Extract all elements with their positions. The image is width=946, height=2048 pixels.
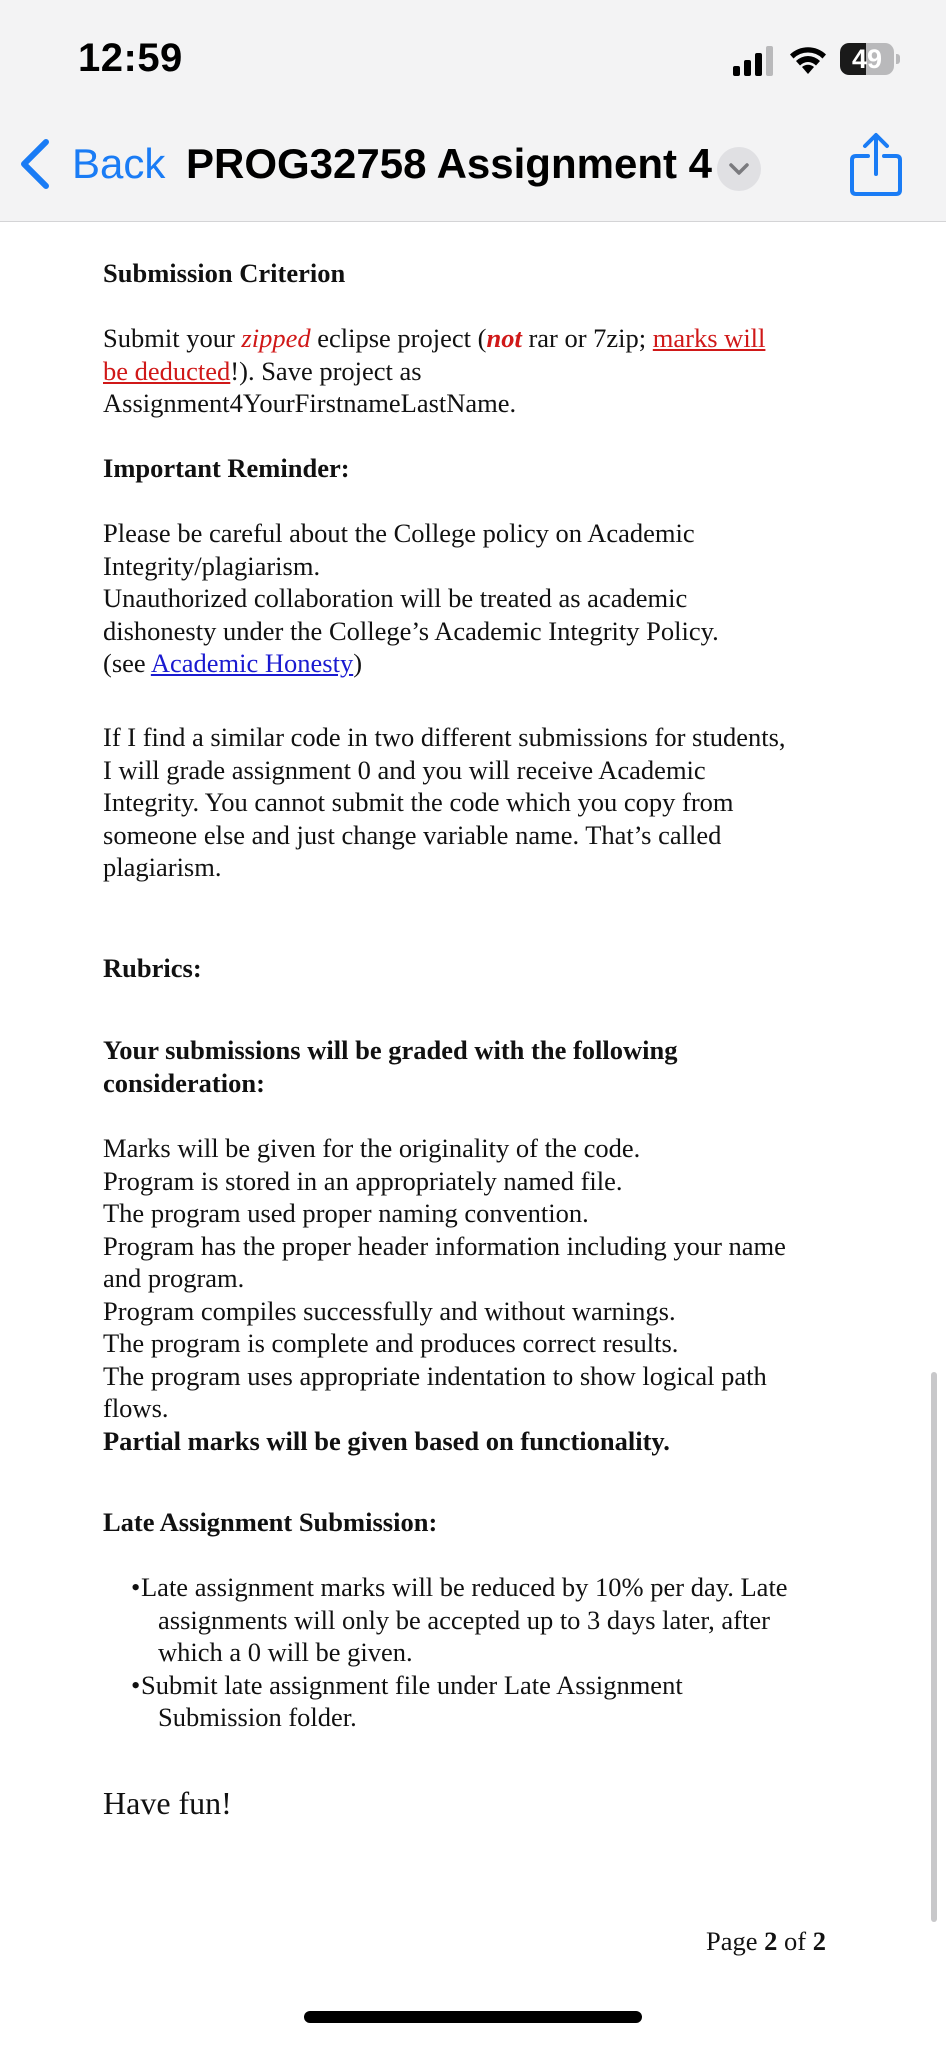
text: ) [353, 648, 363, 678]
page-current: 2 [764, 1926, 778, 1956]
reminder-paragraph [103, 517, 719, 680]
text-line: someone else and just change variable name. That’s called [103, 819, 722, 850]
late-submission-heading: Late Assignment Submission: [103, 1507, 438, 1537]
title-menu-button[interactable] [717, 147, 761, 191]
criteria-line: Program has the proper header information including your name [103, 1230, 786, 1261]
page-prefix: Page [706, 1926, 765, 1956]
bullet: • [131, 1572, 141, 1602]
criteria-line: The program is complete and produces correct results. [103, 1328, 679, 1358]
page-number [706, 1926, 826, 1957]
home-indicator[interactable] [304, 2011, 642, 2023]
cellular-signal-icon [733, 46, 775, 76]
submission-paragraph [103, 322, 843, 420]
plagiarism-paragraph [103, 721, 786, 884]
not-emphasis: not [486, 323, 522, 353]
criteria-line: and program. [103, 1263, 245, 1293]
text-line: If I find a similar code in two different submissions for students, [103, 722, 786, 752]
criteria-line: Marks will be given for the originality of the code. [103, 1133, 641, 1163]
wifi-icon [788, 42, 828, 76]
submission-text: eclipse project ( [310, 323, 487, 353]
project-name: Assignment4YourFirstnameLastName. [103, 388, 517, 418]
criteria-line: The program used proper naming convention. [103, 1198, 589, 1228]
text-line: Integrity/plagiarism. [103, 550, 321, 581]
text-line: Integrity. You cannot submit the code which you copy from [103, 787, 734, 817]
text-line: Please be careful about the College policy on Academic [103, 518, 695, 548]
text-line: dishonesty under the College’s Academic Integrity Policy. [103, 615, 719, 646]
battery-icon [840, 43, 898, 75]
page-total: 2 [812, 1926, 826, 1956]
academic-honesty-link[interactable]: Academic Honesty [150, 648, 354, 678]
text-line: plagiarism. [103, 852, 222, 882]
submission-heading: Submission Criterion [103, 258, 346, 288]
list-item [103, 1669, 843, 1734]
marks-deducted-link: be deducted [103, 355, 231, 386]
top-bar [0, 0, 946, 222]
text-line: Submission folder. [158, 1702, 357, 1732]
battery-level: 49 [851, 44, 883, 74]
text-line: Unauthorized collaboration will be treated as academic [103, 583, 688, 613]
submission-text: !). Save project as [230, 355, 422, 386]
text-line [103, 647, 719, 680]
status-time: 12:59 [78, 36, 183, 80]
text-line: I will grade assignment 0 and you will receive Academic [103, 754, 706, 785]
chevron-down-icon [728, 162, 750, 176]
reminder-heading: Important Reminder: [103, 453, 350, 483]
closing-note: Have fun! [103, 1785, 232, 1821]
marks-deducted-link: marks will [652, 323, 766, 353]
criteria-line: Program is stored in an appropriately named file. [103, 1165, 623, 1196]
list-item [103, 1571, 843, 1669]
late-policy-list [103, 1571, 843, 1734]
bullet: • [131, 1669, 141, 1700]
partial-marks-note: Partial marks will be given based on functionality. [103, 1425, 670, 1456]
page-middle: of [777, 1926, 813, 1956]
consideration-heading [103, 1034, 678, 1099]
share-icon[interactable] [848, 132, 904, 198]
submission-text: Submit your [103, 323, 242, 353]
criteria-line: flows. [103, 1393, 169, 1423]
text-line: which a 0 will be given. [158, 1637, 413, 1667]
document-title[interactable]: PROG32758 Assignment 4 [186, 140, 712, 187]
criteria-list [103, 1132, 786, 1457]
submission-text: rar or 7zip; [521, 323, 653, 353]
text: (see [103, 648, 151, 678]
back-label: Back [72, 140, 166, 187]
vertical-scrollbar[interactable] [931, 1372, 937, 1922]
text-line: consideration: [103, 1067, 265, 1098]
text-line: Your submissions will be graded with the following [103, 1035, 678, 1065]
chevron-left-icon [18, 138, 52, 190]
back-button[interactable] [18, 134, 165, 194]
zipped-emphasis: zipped [241, 323, 311, 353]
criteria-line: Program compiles successfully and without warnings. [103, 1295, 676, 1326]
rubrics-heading: Rubrics: [103, 953, 202, 983]
text-line: Late assignment marks will be reduced by 10% per day. Late [141, 1572, 788, 1602]
text-line: Submit late assignment file under Late Assignment [141, 1669, 683, 1700]
criteria-line: The program uses appropriate indentation to show logical path [103, 1360, 767, 1391]
text-line: assignments will only be accepted up to 3 days later, after [158, 1604, 770, 1635]
